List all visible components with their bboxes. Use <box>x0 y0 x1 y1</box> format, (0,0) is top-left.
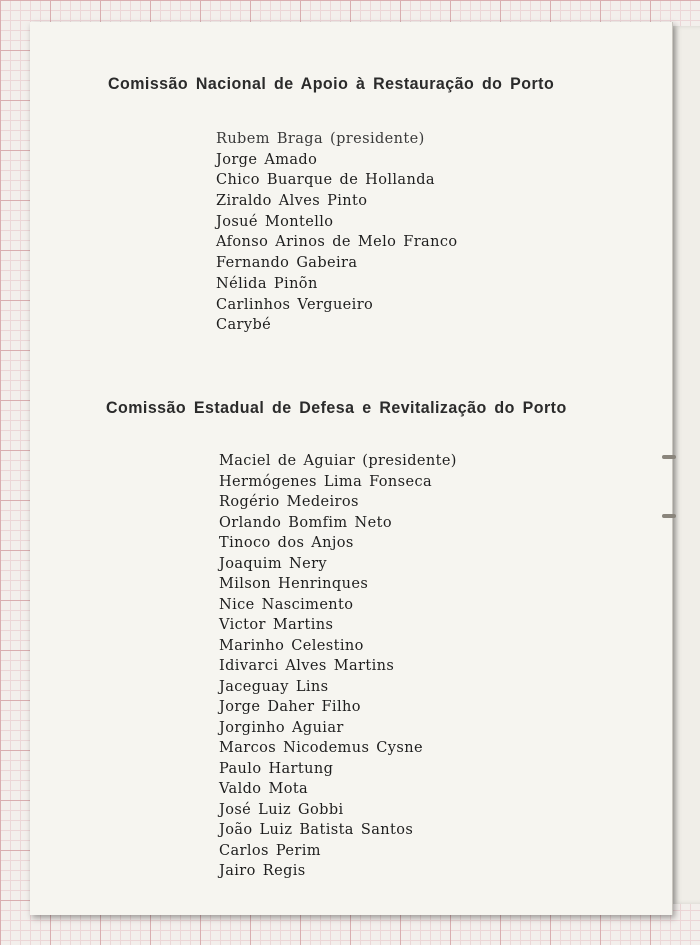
member-name: Carlos Perim <box>219 842 321 859</box>
member-name: Marcos Nicodemus Cysne <box>219 740 423 756</box>
member-name: Rogério Medeiros <box>219 494 359 510</box>
member-name: Carybé <box>216 317 272 334</box>
member-name: Orlando Bomfim Neto <box>219 514 392 531</box>
member-name: Idivarci Alves Martins <box>219 658 395 674</box>
member-name: Ziraldo Alves Pinto <box>216 193 368 210</box>
member-name: Chico Buarque de Hollanda <box>216 172 435 189</box>
member-name: Valdo Mota <box>219 781 309 797</box>
staple <box>662 455 676 459</box>
member-name: Joaquim Nery <box>219 555 327 572</box>
member-name: Milson Henrinques <box>219 576 369 592</box>
member-name: José Luiz Gobbi <box>219 801 344 818</box>
adjacent-page-edge <box>672 26 700 904</box>
member-name: Jaceguay Lins <box>219 678 329 695</box>
member-name: Josué Montello <box>216 213 334 230</box>
member-name: Paulo Hartung <box>219 760 334 777</box>
member-name: Marinho Celestino <box>219 637 364 654</box>
document-page <box>30 22 673 915</box>
member-name: Afonso Arinos de Melo Franco <box>216 234 458 251</box>
member-name: Jorginho Aguiar <box>219 719 344 736</box>
member-name: Maciel de Aguiar (presidente) <box>219 453 457 469</box>
member-name: Jorge Amado <box>216 151 318 168</box>
member-name: Carlinhos Vergueiro <box>216 296 374 313</box>
member-name: João Luiz Batista Santos <box>219 822 414 838</box>
member-name: Rubem Braga (presidente) <box>216 131 425 147</box>
member-name: Nélida Pinõn <box>216 275 318 292</box>
member-name: Jorge Daher Filho <box>219 699 361 715</box>
member-name: Fernando Gabeira <box>216 255 358 272</box>
member-name: Hermógenes Lima Fonseca <box>219 473 433 490</box>
member-name: Victor Martins <box>219 617 334 633</box>
member-name: Nice Nascimento <box>219 596 354 613</box>
member-name: Jairo Regis <box>219 863 306 879</box>
state-commission-heading: Comissão Estadual de Defesa e Revitalização do Porto <box>106 398 567 417</box>
national-commission-heading: Comissão Nacional de Apoio à Restauração do Porto <box>108 74 555 93</box>
national-commission-members <box>216 129 458 336</box>
state-commission-members <box>219 451 457 882</box>
member-name: Tinoco dos Anjos <box>219 535 354 551</box>
staple <box>662 514 676 518</box>
